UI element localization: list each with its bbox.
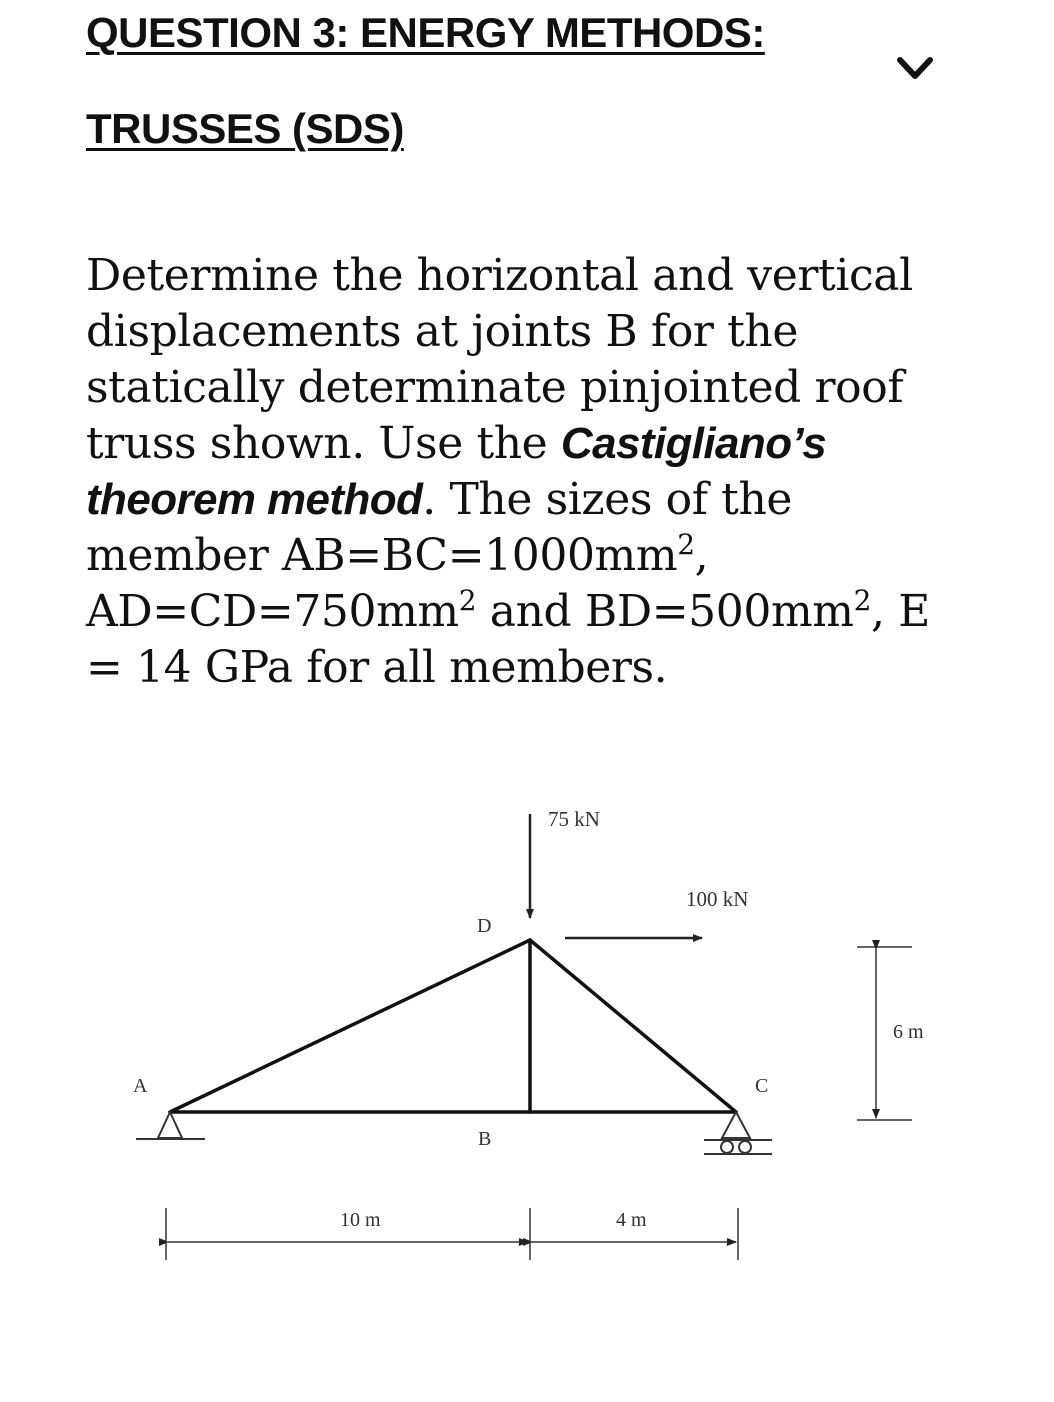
problem-text-part3: , AD=CD=750mm <box>86 530 709 637</box>
superscript-1: 2 <box>677 528 695 561</box>
joint-label-a: A <box>133 1075 148 1097</box>
dim-label-left-span: 10 m <box>340 1209 381 1231</box>
joint-label-c: C <box>755 1075 769 1097</box>
truss-diagram <box>0 790 1054 1290</box>
load-label-horizontal: 100 kN <box>686 887 749 911</box>
dimension-lines <box>166 947 912 1260</box>
dim-label-right-span: 4 m <box>616 1209 647 1231</box>
load-label-vertical: 75 kN <box>548 807 600 831</box>
pin-support-a <box>136 1112 205 1139</box>
problem-text-part1: Determine the horizontal and vertical displacements at joints B for the statically determinate pinjointed roof truss shown. Use the <box>86 250 913 469</box>
chevron-down-icon[interactable] <box>896 54 934 84</box>
load-arrows <box>530 814 702 938</box>
member-dc <box>530 940 736 1112</box>
superscript-2: 2 <box>458 584 477 617</box>
problem-text-part5: , E = 14 GPa for all members. <box>86 586 930 693</box>
roller-support-c <box>704 1112 772 1154</box>
problem-text-part2: . The sizes of the member AB=BC=1000mm <box>86 474 793 581</box>
problem-statement <box>86 248 966 696</box>
method-emphasis: Castigliano’s theorem method <box>86 419 827 524</box>
question-title: QUESTION 3: ENERGY METHODS: <box>86 9 765 56</box>
member-ad <box>170 940 530 1112</box>
truss-members <box>170 940 736 1112</box>
question-subtitle: TRUSSES (SDS) <box>86 105 404 152</box>
superscript-3: 2 <box>853 584 872 617</box>
joint-label-b: B <box>478 1128 492 1150</box>
problem-text-part4: and BD=500mm <box>476 586 854 637</box>
joint-label-d: D <box>477 915 492 937</box>
dim-label-height: 6 m <box>893 1021 924 1043</box>
